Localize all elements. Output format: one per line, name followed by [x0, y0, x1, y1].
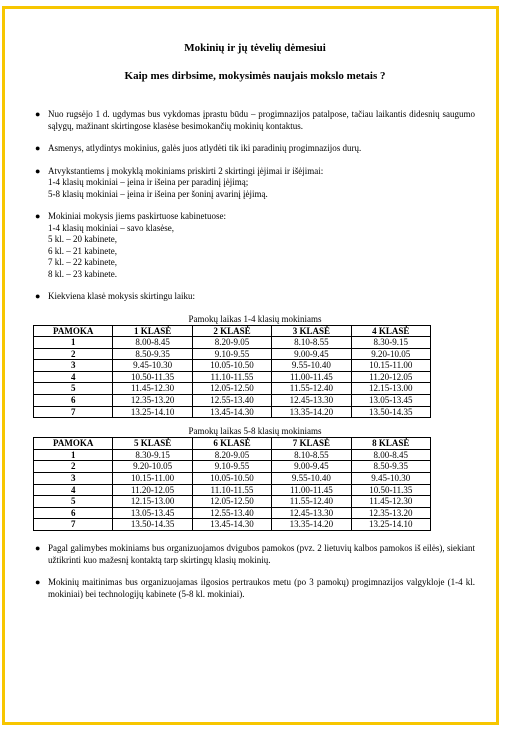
table-header-cell: 1 KLASĖ [113, 325, 192, 337]
table-cell: 7 [34, 519, 113, 531]
bullet-item-escorts [35, 143, 475, 155]
table-header-cell: 7 KLASĖ [272, 438, 351, 450]
table-cell: 12.15-13.00 [113, 496, 192, 508]
table-cell: 13.35-14.20 [272, 519, 351, 531]
table-cell: 13.50-14.35 [113, 519, 192, 531]
bullet-dot-icon: ● [35, 291, 41, 301]
table-row [34, 449, 431, 461]
bullet-item-classrooms [35, 211, 475, 280]
table-row [34, 461, 431, 473]
table-header-cell: 3 KLASĖ [272, 325, 351, 337]
table-cell: 11.00-11.45 [272, 371, 351, 383]
table-cell: 1 [34, 449, 113, 461]
table-cell: 12.15-13.00 [351, 383, 430, 395]
table-cell: 8.10-8.55 [272, 449, 351, 461]
table-cell: 4 [34, 371, 113, 383]
bullet-item-meals [35, 577, 475, 600]
bullet-subline: 5-8 klasių mokiniai – įeina ir išeina per šoninį avarinį įėjimą. [48, 188, 268, 199]
table-cell: 9.45-10.30 [113, 360, 192, 372]
table-row [34, 507, 431, 519]
table-cell: 11.10-11.55 [192, 371, 271, 383]
table-cell: 11.20-12.05 [351, 371, 430, 383]
table-header-cell: 6 KLASĖ [192, 438, 271, 450]
timetable-table [33, 325, 431, 419]
table-row [34, 473, 431, 485]
table-cell: 11.45-12.30 [351, 496, 430, 508]
table-cell: 10.50-11.35 [113, 371, 192, 383]
bullet-item-timetable-intro [35, 291, 475, 303]
table-cell: 9.10-9.55 [192, 461, 271, 473]
bullet-text: Mokinių maitinimas bus organizuojamas ilgosios pertraukos metu (po 3 pamokų) progimnazijos valgykloje (1-4 kl. mokiniai) bei technologijų kabinete (5-8 kl. mokiniai). [48, 577, 475, 599]
bullet-dot-icon: ● [35, 109, 41, 119]
table-cell: 8.50-9.35 [351, 461, 430, 473]
bullet-dot-icon: ● [35, 165, 41, 176]
table-cell: 13.25-14.10 [113, 406, 192, 418]
table-caption: Pamokų laikas 5-8 klasių mokiniams [188, 426, 322, 437]
table-header-cell: 8 KLASĖ [351, 438, 430, 450]
table-cell: 8.20-9.05 [192, 337, 271, 349]
table-row [34, 360, 431, 372]
table-cell: 9.45-10.30 [351, 473, 430, 485]
table-body [34, 337, 431, 418]
timetable-table [33, 437, 431, 531]
table-cell: 9.00-9.45 [272, 461, 351, 473]
table-row [34, 484, 431, 496]
table-cell: 8.00-8.45 [351, 449, 430, 461]
table-cell: 3 [34, 473, 113, 485]
table-cell: 4 [34, 484, 113, 496]
bullet-dot-icon: ● [35, 211, 41, 221]
table-header-row [34, 325, 431, 337]
bullet-list [35, 109, 475, 303]
document-subtitle: Kaip mes dirbsime, mokysimės naujais mokslo metais ? [124, 70, 386, 82]
table-cell: 11.20-12.05 [113, 484, 192, 496]
document-body [35, 41, 475, 611]
table-cell: 10.15-11.00 [113, 473, 192, 485]
table-header-cell: 5 KLASĖ [113, 438, 192, 450]
table-body [34, 449, 431, 530]
table-cell: 11.55-12.40 [272, 496, 351, 508]
bullet-subline: 6 kl. – 21 kabinete, [48, 245, 117, 256]
bullet-item-schedule-normal [35, 109, 475, 132]
table-cell: 10.05-10.50 [192, 360, 271, 372]
table-cell: 12.55-13.40 [192, 507, 271, 519]
table-cell: 13.50-14.35 [351, 406, 430, 418]
bullet-item-entrances [35, 166, 475, 201]
bullet-text: Mokiniai mokysis jiems paskirtuose kabinetuose: [48, 211, 226, 221]
table-cell: 12.35-13.20 [351, 507, 430, 519]
table-cell: 6 [34, 395, 113, 407]
table-row [34, 348, 431, 360]
table-cell: 9.00-9.45 [272, 348, 351, 360]
timetable-5-8 [35, 426, 475, 531]
bullet-text: Kiekviena klasė mokysis skirtingu laiku: [48, 291, 195, 301]
table-cell: 11.45-12.30 [113, 383, 192, 395]
table-header-cell: 4 KLASĖ [351, 325, 430, 337]
table-row [34, 406, 431, 418]
table-cell: 9.20-10.05 [113, 461, 192, 473]
table-cell: 13.45-14.30 [192, 519, 271, 531]
table-cell: 5 [34, 383, 113, 395]
table-cell: 10.15-11.00 [351, 360, 430, 372]
table-header-row [34, 438, 431, 450]
bullet-subline: 5 kl. – 20 kabinete, [48, 234, 117, 244]
table-cell: 13.45-14.30 [192, 406, 271, 418]
table-cell: 9.10-9.55 [192, 348, 271, 360]
table-row [34, 337, 431, 349]
table-cell: 13.35-14.20 [272, 406, 351, 418]
table-cell: 11.10-11.55 [192, 484, 271, 496]
table-caption: Pamokų laikas 1-4 klasių mokiniams [188, 313, 322, 324]
table-cell: 7 [34, 406, 113, 418]
table-cell: 2 [34, 461, 113, 473]
table-row [34, 395, 431, 407]
bullet-item-double-lessons [35, 543, 475, 566]
table-cell: 10.50-11.35 [351, 484, 430, 496]
document-title: Mokinių ir jų tėvelių dėmesiui [184, 42, 326, 54]
table-cell: 8.50-9.35 [113, 348, 192, 360]
table-cell: 9.20-10.05 [351, 348, 430, 360]
bullet-text: Pagal galimybes mokiniams bus organizuojamos dvigubos pamokos (pvz. 2 lietuvių kalbos pamokos iš eilės), siekiant užtikrinti kuo mažesnį kontaktą tarp skirtingų klasių mokinių. [48, 543, 475, 565]
table-row [34, 519, 431, 531]
table-cell: 12.45-13.30 [272, 395, 351, 407]
table-header-cell: PAMOKA [34, 325, 113, 337]
table-row [34, 496, 431, 508]
bullet-list-after-tables [35, 543, 475, 600]
table-cell: 5 [34, 496, 113, 508]
table-cell: 12.45-13.30 [272, 507, 351, 519]
bullet-text: Asmenys, atlydintys mokinius, galės juos atlydėti tik iki paradinių progimnazijos durų. [48, 143, 362, 153]
bullet-dot-icon: ● [35, 543, 41, 553]
table-cell: 10.05-10.50 [192, 473, 271, 485]
table-cell: 12.05-12.50 [192, 496, 271, 508]
table-cell: 8.30-9.15 [351, 337, 430, 349]
table-cell: 12.35-13.20 [113, 395, 192, 407]
table-row [34, 383, 431, 395]
table-cell: 2 [34, 348, 113, 360]
bullet-subline: 7 kl. – 22 kabinete, [48, 257, 117, 267]
table-cell: 8.00-8.45 [113, 337, 192, 349]
bullet-subline: 8 kl. – 23 kabinete. [48, 268, 117, 279]
table-cell: 13.25-14.10 [351, 519, 430, 531]
bullet-text: Atvykstantiems į mokyklą mokiniams priskirti 2 skirtingi įėjimai ir išėjimai: [48, 165, 324, 176]
table-cell: 6 [34, 507, 113, 519]
bullet-dot-icon: ● [35, 577, 41, 587]
table-cell: 1 [34, 337, 113, 349]
table-cell: 11.00-11.45 [272, 484, 351, 496]
table-cell: 13.05-13.45 [351, 395, 430, 407]
table-cell: 13.05-13.45 [113, 507, 192, 519]
table-row [34, 371, 431, 383]
table-cell: 11.55-12.40 [272, 383, 351, 395]
timetable-1-4 [35, 314, 475, 419]
table-cell: 3 [34, 360, 113, 372]
table-cell: 12.05-12.50 [192, 383, 271, 395]
table-cell: 8.10-8.55 [272, 337, 351, 349]
bullet-subline: 1-4 klasių mokiniai – savo klasėse, [48, 222, 174, 233]
table-cell: 12.55-13.40 [192, 395, 271, 407]
table-cell: 9.55-10.40 [272, 473, 351, 485]
bullet-subline: 1-4 klasių mokiniai – įeina ir išeina per paradinį įėjimą; [48, 177, 249, 187]
bullet-text: Nuo rugsėjo 1 d. ugdymas bus vykdomas įprastu būdu – progimnazijos patalpose, tačiau laikantis didesnių saugumo sąlygų, mažinant skirtingose klasėse besimokančių mokinių kontaktus. [48, 109, 475, 131]
table-cell: 9.55-10.40 [272, 360, 351, 372]
bullet-dot-icon: ● [35, 143, 41, 153]
table-cell: 8.30-9.15 [113, 449, 192, 461]
table-cell: 8.20-9.05 [192, 449, 271, 461]
table-header-cell: PAMOKA [34, 438, 113, 450]
table-header-cell: 2 KLASĖ [192, 325, 271, 337]
